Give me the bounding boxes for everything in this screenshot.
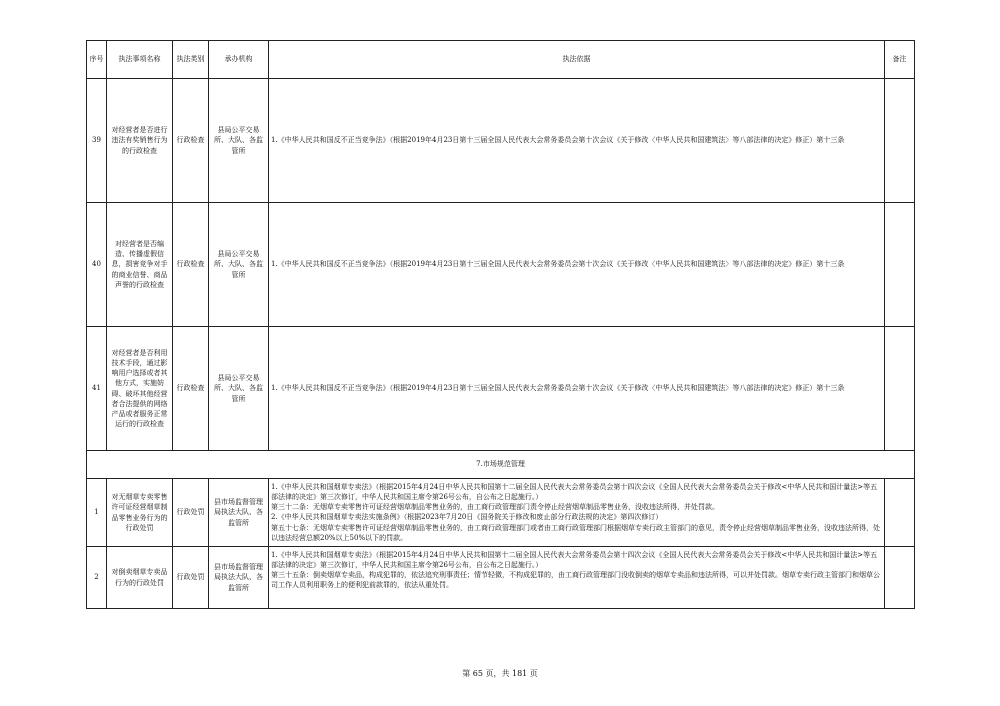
row-no: 40 (87, 203, 107, 327)
row-agency: 县局公平交易所、大队、各监管所 (209, 327, 269, 451)
basis-paragraph: 1.《中华人民共和国反不正当竞争法》（根据2019年4月23日第十三届全国人民代表大会常务委员会第十次会议《关于修改〈中华人民共和国建筑法〉等八部法律的决定》修正）第十三条 (271, 384, 845, 393)
table-row (87, 203, 915, 327)
row-agency: 县局公平交易所、大队、各监管所 (209, 203, 269, 327)
enforcement-table (86, 40, 915, 609)
row-basis (269, 479, 885, 547)
row-agency: 县局公平交易所、大队、各监管所 (209, 79, 269, 203)
header-no: 序号 (87, 41, 107, 79)
table-row (87, 479, 915, 547)
basis-paragraph: 第三十二条：无烟草专卖零售许可证经营烟草制品零售业务的，由工商行政管理部门责令停止经营烟草制品零售业务，没收违法所得，并处罚款。 (271, 503, 719, 512)
row-no: 39 (87, 79, 107, 203)
row-type: 行政检查 (173, 203, 209, 327)
table-row (87, 79, 915, 203)
row-remark (885, 327, 915, 451)
basis-paragraph: 1.《中华人民共和国反不正当竞争法》（根据2019年4月23日第十三届全国人民代表大会常务委员会第十次会议《关于修改〈中华人民共和国建筑法〉等八部法律的决定》修正）第十三条 (271, 260, 845, 269)
basis-paragraph: 2.《中华人民共和国烟草专卖法实施条例》（根据2023年7月20日《国务院关于修改和废止部分行政法规的决定》第四次修订） (271, 513, 663, 522)
row-item: 对经营者是否利用技术手段，通过影响用户选择或者其他方式，实施妨碍、破坏其他经营者合法提供的网络产品或者服务正常运行的行政检查 (107, 327, 173, 451)
row-no: 41 (87, 327, 107, 451)
header-type: 执法类别 (173, 41, 209, 79)
row-item: 对无烟草专卖零售许可证经营烟草制品零售业务行为的行政处罚 (107, 479, 173, 547)
row-remark (885, 79, 915, 203)
page-footer: 第 65 页，共 181 页 (462, 669, 538, 678)
row-basis (269, 547, 885, 609)
row-item: 对经营者是否进行违法有奖销售行为的行政检查 (107, 79, 173, 203)
row-item: 对经营者是否编造、传播虚假信息，损害竞争对手的商业信誉、商品声誉的行政检查 (107, 203, 173, 327)
row-type: 行政检查 (173, 327, 209, 451)
table-row (87, 547, 915, 609)
row-basis (269, 327, 885, 451)
header-remark: 备注 (885, 41, 915, 79)
row-agency: 县市场监督管理局执法大队、各监管所 (209, 547, 269, 609)
section-row (87, 451, 915, 479)
row-agency: 县市场监督管理局执法大队、各监管所 (209, 479, 269, 547)
basis-paragraph: 第五十七条：无烟草专卖零售许可证经营烟草制品零售业务的，由工商行政管理部门或者由工商行政管理部门根据烟草专卖行政主管部门的意见，责令停止经营烟草制品零售业务，没收违法所得，处以违法经营总额20%以上50%以下的罚款。 (271, 523, 880, 542)
basis-paragraph: 1.《中华人民共和国反不正当竞争法》（根据2019年4月23日第十三届全国人民代表大会常务委员会第十次会议《关于修改〈中华人民共和国建筑法〉等八部法律的决定》修正）第十三条 (271, 136, 845, 145)
row-type: 行政处罚 (173, 479, 209, 547)
row-no: 2 (87, 547, 107, 609)
table-row (87, 327, 915, 451)
table-header-row (87, 41, 915, 79)
header-item: 执法事项名称 (107, 41, 173, 79)
row-remark (885, 547, 915, 609)
row-remark (885, 479, 915, 547)
row-no: 1 (87, 479, 107, 547)
row-type: 行政处罚 (173, 547, 209, 609)
header-basis: 执法依据 (269, 41, 885, 79)
basis-paragraph: 1.《中华人民共和国烟草专卖法》（根据2015年4月24日中华人民共和国第十二届全国人民代表大会常务委员会第十四次会议《全国人民代表大会常务委员会关于修改<中华人民共和国计量法>等五部法律的决定》第三次修订，中华人民共和国主席令第26号公布，自公布之日起施行。） (271, 551, 878, 570)
section-title: 7.市场规范管理 (87, 451, 915, 479)
row-basis (269, 203, 885, 327)
basis-paragraph: 第三十五条：倒卖烟草专卖品，构成犯罪的，依法追究刑事责任；情节轻微，不构成犯罪的，由工商行政管理部门没收倒卖的烟草专卖品和违法所得，可以并处罚款。烟草专卖行政主管部门和烟草公司工作人员利用职务上的便利犯前款罪的，依法从重处罚。 (271, 571, 880, 590)
row-remark (885, 203, 915, 327)
row-basis (269, 79, 885, 203)
header-agency: 承办机构 (209, 41, 269, 79)
basis-paragraph: 1.《中华人民共和国烟草专卖法》（根据2015年4月24日中华人民共和国第十二届全国人民代表大会常务委员会第十四次会议《全国人民代表大会常务委员会关于修改<中华人民共和国计量法>等五部法律的决定》第三次修订，中华人民共和国主席令第26号公布，自公布之日起施行。） (271, 483, 878, 502)
row-type: 行政检查 (173, 79, 209, 203)
row-item: 对倒卖烟草专卖品行为的行政处罚 (107, 547, 173, 609)
